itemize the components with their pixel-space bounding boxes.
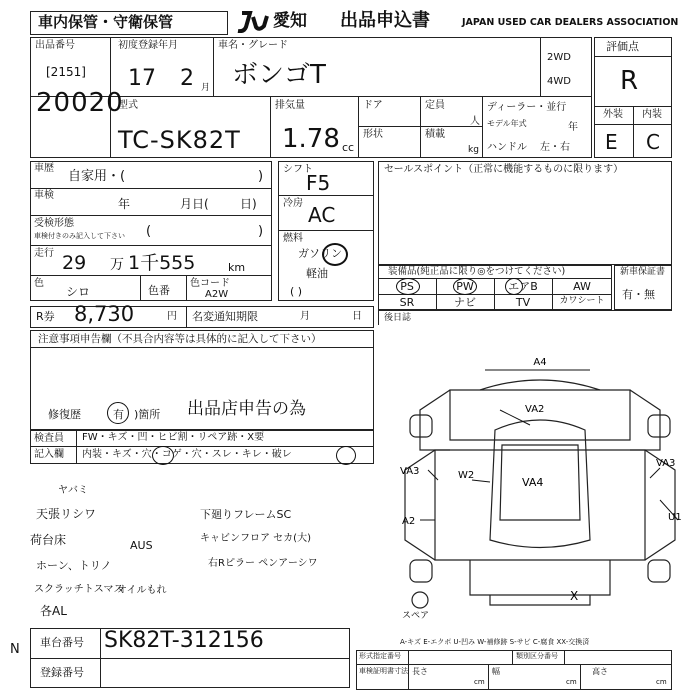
post-note-label: 後日誌: [384, 313, 412, 323]
mileage-label: 走行: [34, 248, 54, 259]
fuel-gasoline: ガソリン: [298, 247, 342, 260]
drive-2wd: 2WD: [547, 52, 571, 63]
fuel-circle-mark: [322, 243, 348, 266]
diagram-label: VA3: [656, 458, 676, 469]
registration-label: 初度登録年月: [118, 40, 178, 51]
cert-label: 車検証明書寸法: [359, 667, 408, 675]
diagram-legend: A-キズ E-エクボ U-凹み W-補修跡 S-サビ C-腐食 XX-交換済: [400, 638, 590, 646]
drive-4wd: 4WD: [547, 76, 571, 87]
registration-number-label: 登録番号: [40, 666, 84, 679]
history-label: 車歴: [34, 163, 54, 174]
rating-value: R: [620, 66, 639, 96]
model-value: TC-SK82T: [118, 126, 241, 154]
chassis-value: SK82T-312156: [104, 628, 264, 653]
equipment-item: PS: [400, 280, 414, 293]
diagram-label: U1: [668, 512, 682, 523]
expiry-label: 名変通知期限: [192, 310, 258, 323]
registration-year: 17: [128, 66, 156, 91]
fuel-label: 燃料: [283, 233, 303, 244]
color-value: シロ: [66, 285, 91, 299]
handwritten-note: 下廻りフレームSC: [200, 508, 292, 521]
equipment-circle-mark: [396, 278, 420, 295]
checker-label-1: 検査員: [34, 433, 64, 444]
capacity-label: 定員: [425, 100, 445, 111]
car-name-label: 車名・グレード: [218, 40, 288, 51]
exterior-label: 外装: [603, 109, 623, 120]
checker-circle-mark: [336, 446, 356, 465]
diagram-label: W2: [458, 470, 475, 481]
handwritten-note: 右Rピラー ペンアーシワ: [208, 558, 318, 569]
cooling-value: AC: [308, 203, 336, 227]
mileage-rest: 1千555: [128, 252, 196, 274]
spare-label: スペア: [402, 611, 430, 621]
handwritten-note: ホーン、トリノ: [36, 559, 112, 572]
width-unit: cm: [566, 678, 577, 686]
recycle-value: 8,730: [74, 302, 135, 326]
height-label: 高さ: [592, 667, 608, 676]
org-name: 愛知: [273, 11, 307, 31]
inspection-year-unit: 年: [118, 197, 131, 211]
diagram-label: A2: [402, 516, 416, 527]
equipment-item: PW: [456, 280, 474, 293]
color-number-label: 色番: [148, 284, 170, 297]
height-unit: cm: [656, 678, 667, 686]
diagram-label: A4: [533, 357, 547, 368]
handwritten-note: スクラッチトスマス: [34, 584, 124, 595]
notes-label: 注意事項申告欄（不具合内容等は具体的に記入して下さい）: [38, 333, 322, 345]
load-unit: kg: [468, 145, 479, 155]
model-ref-label: 形式指定番号: [359, 652, 401, 660]
form-title: 出品申込書: [340, 10, 430, 31]
inspection-day-unit: 日): [240, 197, 257, 211]
handwritten-note: AUS: [130, 539, 153, 552]
repair-label: 修復歴: [48, 408, 81, 421]
color-code: A2W: [205, 289, 229, 300]
equipment-item: SR: [399, 296, 415, 309]
history-value: 自家用・(: [68, 169, 126, 184]
checker-label-2: 記入欄: [34, 449, 64, 460]
diagram-label: X: [570, 589, 579, 603]
chassis-label: 車台番号: [40, 636, 84, 649]
sales-points-label: セールスポイント（正常に機能するものに限ります）: [384, 164, 624, 175]
equipment-label: 装備品(純正品に限り◎をつけてください): [388, 266, 566, 277]
form-type-label: 受検形態: [34, 218, 74, 229]
inspection-label: 車検: [34, 190, 54, 201]
fuel-paren: ( ): [290, 285, 303, 298]
color-label: 色: [34, 278, 44, 289]
dealer-label: ディーラー・並行: [487, 102, 567, 113]
handwritten-note: キャビンフロア セカ(大): [200, 533, 311, 544]
model-year-label: モデル年式: [487, 119, 527, 128]
equipment-item: エアB: [508, 280, 538, 293]
registration-month-unit: 月: [201, 83, 211, 93]
repair-place: )箇所: [134, 408, 161, 421]
length-label: 長さ: [412, 667, 428, 676]
displacement-value: 1.78: [282, 124, 340, 154]
equipment-item: ナビ: [454, 296, 476, 309]
equipment-circle-mark: [505, 278, 523, 295]
checker-row-1: FW・キズ・凹・ヒビ割・リペア跡・X要: [82, 432, 265, 443]
equipment-item: カワシート: [559, 296, 605, 306]
length-unit: cm: [474, 678, 485, 686]
handwritten-note: オイルもれ: [117, 585, 167, 596]
handwritten-note: 各AL: [40, 604, 67, 618]
exterior-grade: E: [605, 130, 618, 154]
lot-code: [2151]: [46, 65, 86, 79]
lot-label: 出品番号: [35, 40, 75, 51]
handwritten-note: ヤバミ: [58, 485, 88, 496]
color-code-label: 色コード: [190, 278, 230, 289]
expiry-day: 日: [352, 311, 362, 322]
displacement-label: 排気量: [275, 100, 305, 111]
sales-points-box: [378, 161, 672, 265]
displacement-unit: cc: [342, 141, 355, 154]
cooling-label: 冷房: [283, 198, 303, 209]
load-label: 積載: [425, 129, 445, 140]
mileage-man-digits: 29: [62, 252, 87, 274]
shift-value: F5: [306, 171, 331, 195]
registration-month: 2: [180, 66, 194, 91]
mileage-man-unit: 万: [110, 257, 124, 273]
checker-circle-mark: [152, 446, 174, 465]
ju-logo: [236, 11, 272, 33]
form-type-paren-close: ): [258, 224, 264, 239]
form-type-paren-open: (: [146, 224, 152, 239]
interior-grade: C: [646, 130, 660, 154]
model-label: 型式: [118, 100, 138, 111]
repair-written: 出品店申告の為: [187, 399, 306, 419]
org-english: JAPAN USED CAR DEALERS ASSOCIATION: [462, 17, 679, 28]
interior-label: 内装: [642, 109, 662, 120]
rating-label: 評価点: [606, 40, 639, 53]
history-paren-close: ): [258, 169, 264, 184]
door-label: ドア: [363, 100, 383, 111]
expiry-month: 月: [300, 311, 310, 322]
shift-label: シフト: [283, 164, 313, 175]
mileage-unit: km: [228, 261, 246, 274]
car-damage-diagram: [390, 350, 690, 632]
repair-circle-mark: [107, 402, 129, 424]
chassis-side-mark: N: [10, 642, 20, 657]
width-label: 幅: [492, 667, 500, 676]
recycle-unit: 円: [167, 311, 177, 322]
diagram-label: VA3: [400, 466, 420, 477]
form-type-note: 車検付きのみ記入して下さい: [34, 232, 125, 240]
warranty-label: 新車保証書: [620, 267, 666, 277]
car-name-value: ボンゴT: [232, 60, 326, 90]
capacity-unit: 人: [470, 116, 480, 127]
inspection-month-day: 月日(: [180, 197, 209, 211]
diagram-label: VA2: [525, 404, 545, 415]
handwritten-note: 荷台床: [30, 533, 67, 547]
handle-label: ハンドル: [487, 142, 527, 153]
fuel-diesel: 軽油: [306, 267, 328, 280]
recycle-label: R券: [36, 310, 55, 323]
equipment-item: AW: [573, 280, 591, 293]
handle-value: 左・右: [540, 142, 570, 153]
equipment-circle-mark: [453, 278, 477, 295]
checker-row-2: 内装・キズ・穴・コゲ・穴・スレ・キレ・破レ: [82, 449, 292, 460]
class-ref-label: 類別区分番号: [516, 652, 558, 660]
lot-number: 20020: [36, 88, 124, 118]
equipment-item: TV: [515, 296, 531, 309]
drive-box: [540, 37, 592, 97]
warranty-value: 有・無: [622, 288, 655, 301]
diagram-label: VA4: [522, 476, 544, 489]
model-year-unit: 年: [568, 122, 578, 133]
handwritten-note: 天張リシワ: [36, 507, 97, 521]
storage-label: 車内保管・守衛保管: [38, 13, 174, 31]
repair-yes: 有: [113, 408, 124, 421]
shape-label: 形状: [363, 129, 383, 140]
